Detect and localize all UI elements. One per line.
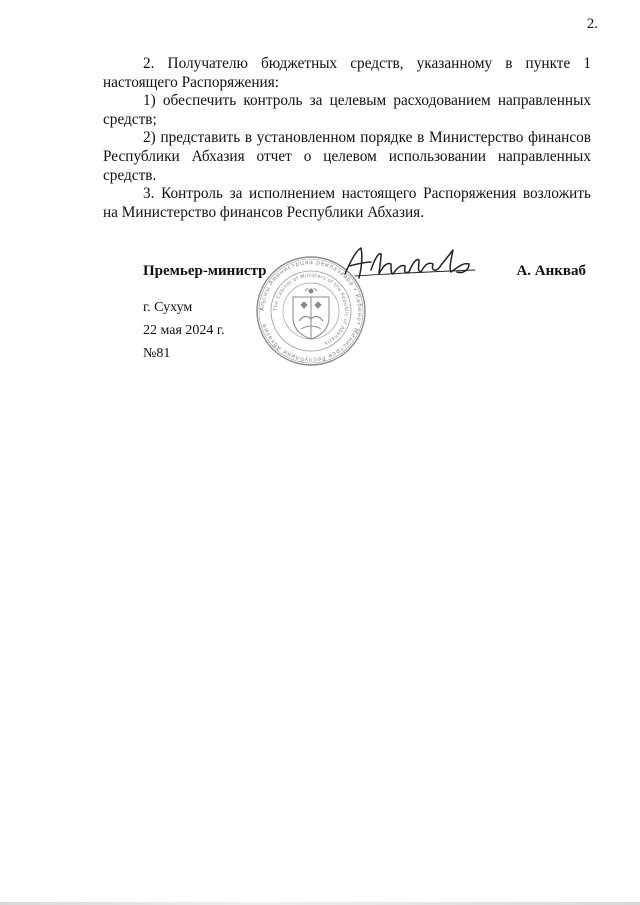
paragraph-subitem-1: 1) обеспечить контроль за целевым расходованием направленных средств; — [103, 92, 591, 128]
seal-outer-text: Аҧсны Аминистрцәа реилазаара • Кабинет Министров Республики Абхазия — [258, 258, 364, 364]
signatory-name: А. Анкваб — [516, 263, 586, 279]
document-place: г. Сухум — [143, 300, 193, 315]
signatory-position: Премьер-министр — [143, 263, 267, 279]
document-body — [103, 55, 591, 222]
document-number: №81 — [143, 346, 171, 361]
paragraph-item-3: 3. Контроль за исполнением настоящего Распоряжения возложить на Министерство финансов Республики Абхазия. — [103, 185, 591, 221]
document-date: 22 мая 2024 г. — [143, 323, 225, 338]
page-number: 2. — [586, 16, 598, 32]
paragraph-item-2: 2. Получателю бюджетных средств, указанному в пункте 1 настоящего Распоряжения: — [103, 55, 591, 91]
paragraph-subitem-2: 2) представить в установленном порядке в Министерство финансов Республики Абхазия отчет о целевом использовании направленных средств. — [103, 129, 591, 184]
handwritten-signature-icon — [335, 240, 485, 290]
seal-inner-text: The Cabinet of Ministers of the Republic of Abkhazia — [272, 272, 350, 347]
coat-of-arms-icon — [293, 288, 329, 339]
